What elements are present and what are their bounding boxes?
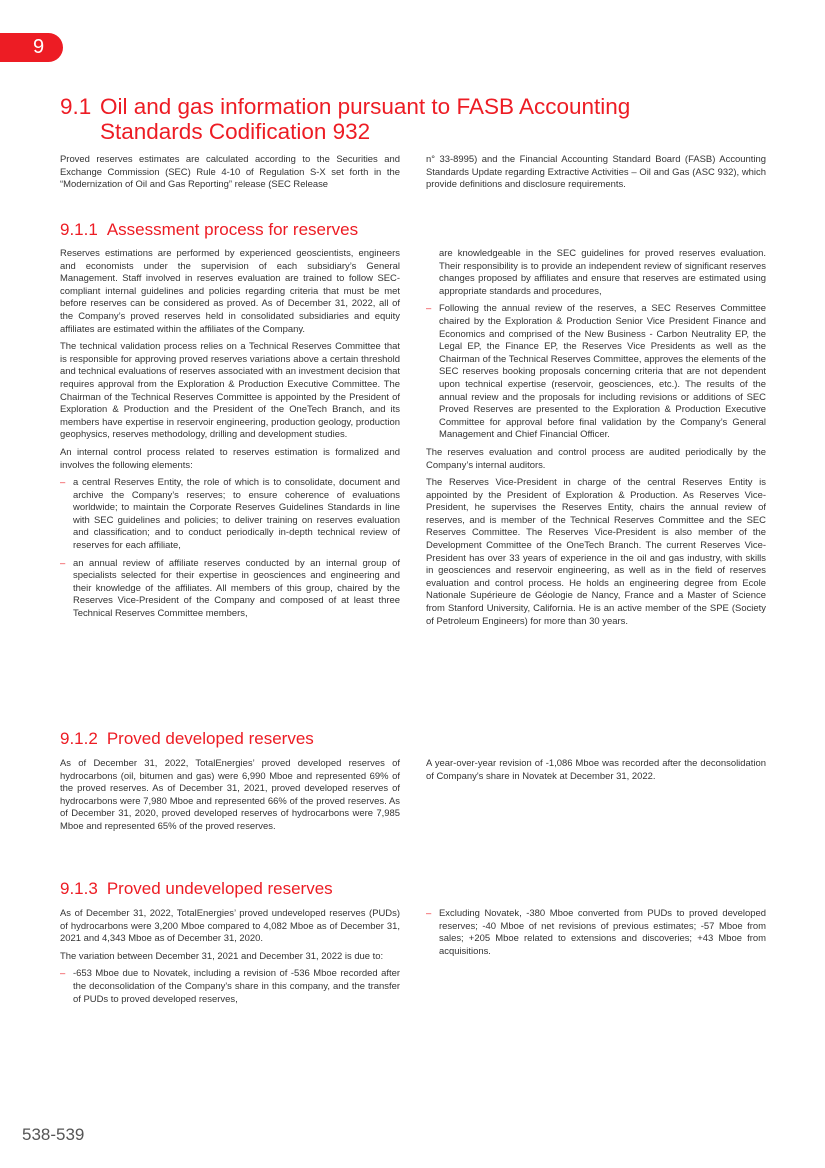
s913-right-column (426, 908, 766, 963)
paragraph: The Reserves Vice-President in charge of the central Reserves Entity is appointed by the President of Exploration & Production. As Reserves Vice-President, he supervises the Reserves Entity, chairs the annual review of reserves, and is member of the Technical Reserves Committee and the SEC Reserves Committee. The Reserves Vice-President is also member of the Development Committee of the OneTech Branch. The current Reserves Vice-President has over 33 years of experience in the oil and gas industry, with skills in geosciences and reservoir engineering, as well as in the field of reserves evaluation and control process. He holds an engineering degree from Ecole Nationale Supérieure de Géologie de Nancy, France and a Master of Science from Stanford University, California. He is an active member of the SPE (Society of Petroleum Engineers) for more than 30 years. (426, 477, 766, 627)
chapter-tab: 9 (0, 33, 63, 62)
paragraph: The technical validation process relies on a Technical Reserves Committee that is responsible for approving proved reserves variations above a certain threshold and technical evaluations of reserves associated with an investment decision that requires approval from the Exploration & Production Executive Committee. The Chairman of the Technical Reserves Committee is appointed by the President of Exploration & Production and the President of the OneTech Branch, and its members have expertise in reservoir engineering, production geology, production geophysics, reserves methodology, drilling and development studies. (60, 341, 400, 441)
paragraph: The variation between December 31, 2021 and December 31, 2022 is due to: (60, 950, 384, 962)
s913-left-column (60, 908, 400, 1011)
paragraph: The reserves evaluation and control process are audited periodically by the Company’s internal auditors. (426, 446, 766, 471)
list-item: – an annual review of affiliate reserves conducted by an internal group of specialists selected for their expertise in geosciences and engineering and their knowledge of the affiliates. All members of this group, chaired by the Reserves Vice-President of the Company and composed of at least three Technical Reserves Committee members, (60, 558, 400, 621)
s911-right-column (426, 248, 766, 633)
section-title: Proved undeveloped reserves (106, 879, 333, 898)
paragraph: An internal control process related to reserves estimation is formalized and involves the following elements: (60, 446, 400, 471)
s911-left-column (60, 248, 400, 626)
section-number: 9.1.3 (60, 879, 98, 898)
paragraph: As of December 31, 2022, TotalEnergies’ proved developed reserves of hydrocarbons (oil, bitumen and gas) were 6,990 Mboe and represented 69% of the proved reserves. As of December 31, 2021, proved developed reserves of hydrocarbons were 7,980 Mboe and represented 66% of the proved reserves. As of December 31, 2020, proved developed reserves of hydrocarbons were 7,985 Mboe and represented 65% of the proved reserves. (60, 758, 400, 832)
section-title: Assessment process for reserves (106, 220, 359, 239)
section-number: 9.1.1 (60, 220, 98, 239)
section-heading-911 (60, 220, 358, 240)
section-title: Proved developed reserves (106, 729, 314, 748)
page-number: 538-539 (22, 1125, 85, 1144)
title-line1: Oil and gas information pursuant to FASB Accounting (100, 94, 631, 119)
title-number: 9.1 (60, 94, 92, 119)
section-number: 9.1.2 (60, 729, 98, 748)
paragraph: A year-over-year revision of -1,086 Mboe was recorded after the deconsolidation of Company's share in Novatek at December 31, 2022. (426, 758, 766, 782)
list-item: – a central Reserves Entity, the role of which is to consolidate, document and archive the Company’s reserves; to ensure coherence of evaluations worldwide; to maintain the Corporate Reserves Guidelines Standards in line with SEC guidelines and policies; to deliver training on reserves evaluation and classification; and to conduct periodically in-depth technical review of reserves for each affiliate, (60, 477, 400, 553)
paragraph: Reserves estimations are performed by experienced geoscientists, engineers and economists under the supervision of each subsidiary’s General Management. Staff involved in reserves evaluation are trained to follow SEC-compliant internal guidelines and policies regarding criteria that must be met before reserves can be considered as proved. As of December 31, 2022, all of the Company’s proved reserves held in consolidated subsidiaries and equity affiliates are estimated within the affiliates of the Company. (60, 248, 400, 335)
s912-right-column (426, 758, 766, 788)
page-title (60, 94, 780, 144)
paragraph: As of December 31, 2022, TotalEnergies’ proved undeveloped reserves (PUDs) of hydrocarbons were 3,200 Mboe compared to 4,082 Mboe as of December 31, 2021 and 4,343 Mboe as of December 31, 2020. (60, 908, 400, 945)
intro-left-column (60, 154, 400, 197)
s912-left-column (60, 758, 400, 839)
section-heading-912 (60, 729, 314, 749)
list-item-continued: are knowledgeable in the SEC guidelines for proved reserves evaluation. Their responsibility is to provide an independent review of significant reserves changes proposed by affiliates and ensure that reserves are estimated using appropriate standards and procedures, (439, 248, 766, 297)
intro-right-column (426, 154, 766, 197)
section-heading-913 (60, 879, 333, 899)
intro-paragraph: Proved reserves estimates are calculated according to the Securities and Exchange Commission (SEC) Rule 4-10 of Regulation S-X set forth in the “Modernization of Oil and Gas Reporting” release (SEC Release (60, 154, 400, 191)
list-item: – Excluding Novatek, -380 Mboe converted from PUDs to proved developed reserves; -40 Mboe of net revisions of previous estimates; -57 Mboe from sales; +205 Mboe related to extensions and discoveries; +43 Mboe from acquisitions. (426, 908, 766, 958)
list-item: – Following the annual review of the reserves, a SEC Reserves Committee chaired by the Exploration & Production Senior Vice President Finance and Economics and comprised of the New Business - Carbon Neutrality EP, the Legal EP, the Finance EP, the Reserves Vice Presidents as well as the Chairman of the Technical Reserves Committee, approves the elements of the SEC reserves booking proposals concerning criteria that are not dependent upon technical expertise (reservoir, geosciences, etc.). The results of the annual review and the proposals for including revisions or additions of SEC Proved Reserves are presented to the Exploration & Production Executive Committee for approval before final validation by the Company’s General Management and Chief Financial Officer. (426, 303, 766, 442)
intro-paragraph-continued: n° 33-8995) and the Financial Accounting Standard Board (FASB) Accounting Standards Update regarding Extractive Activities – Oil and Gas (ASC 932), which provide definitions and disclosure requirements. (426, 154, 766, 191)
list-item: – -653 Mboe due to Novatek, including a revision of -536 Mboe recorded after the deconsolidation of the Company's share in this company, and the transfer of PUDs to proved developed reserves, (60, 968, 400, 1006)
title-line2: Standards Codification 932 (100, 119, 371, 144)
